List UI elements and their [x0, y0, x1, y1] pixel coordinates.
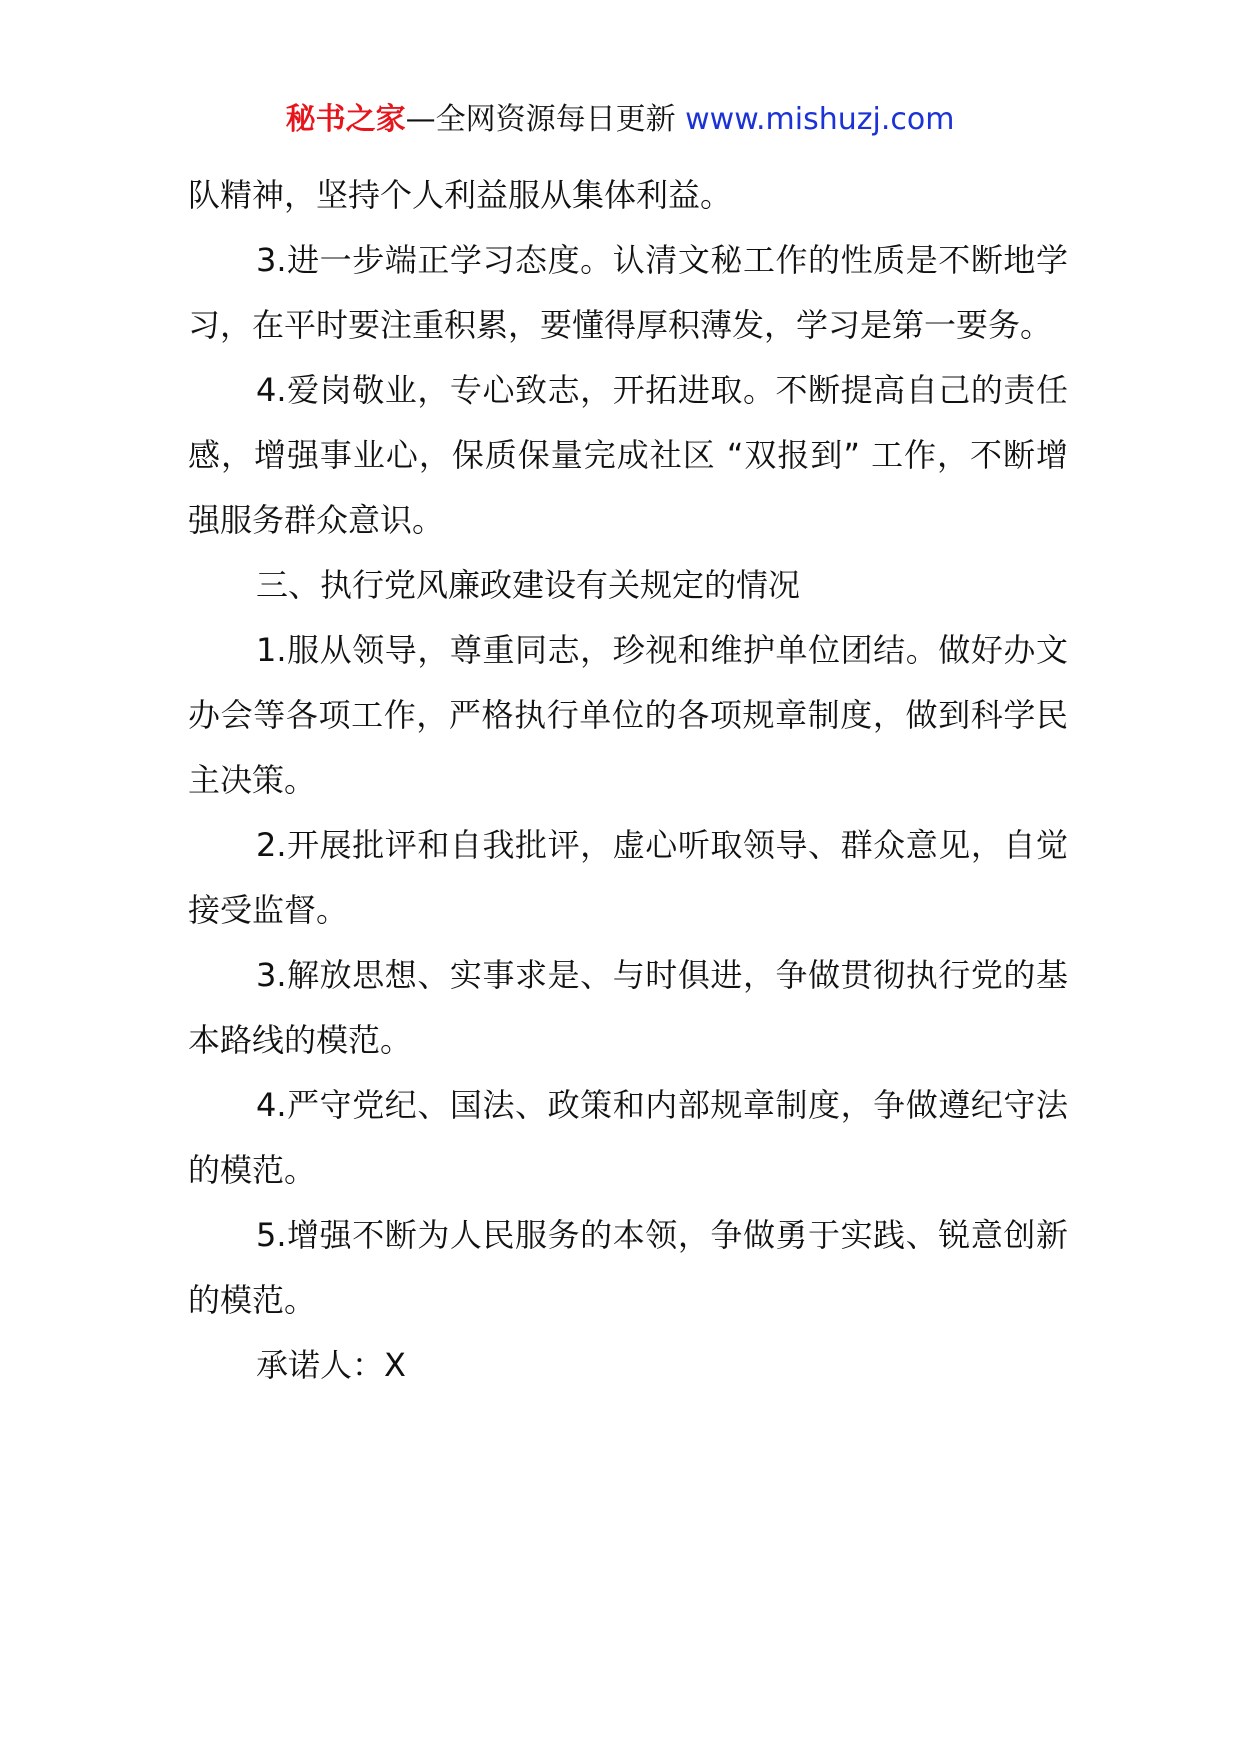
paragraph-item-5-service: 5.增强不断为人民服务的本领，争做勇于实践、锐意创新的模范。	[188, 1216, 1068, 1319]
header-tagline: —全网资源每日更新	[405, 102, 676, 137]
document-body	[188, 163, 1068, 1398]
paragraph-item-1-leadership: 1.服从领导，尊重同志，珍视和维护单位团结。做好办文办会等各项工作，严格执行单位的各项规章制度，做到科学民主决策。	[188, 631, 1068, 799]
page-header	[0, 100, 1240, 140]
paragraph-item-2-criticism: 2.开展批评和自我批评，虚心听取领导、群众意见，自觉接受监督。	[188, 826, 1068, 929]
paragraph-continuation: 队精神，坚持个人利益服从集体利益。	[188, 176, 733, 214]
paragraph-item-3-study: 3.进一步端正学习态度。认清文秘工作的性质是不断地学习，在平时要注重积累，要懂得厚积薄发，学习是第一要务。	[188, 241, 1068, 344]
section-heading-three: 三、执行党风廉政建设有关规定的情况	[256, 566, 801, 604]
paragraph-item-3-thought: 3.解放思想、实事求是、与时俱进，争做贯彻执行党的基本路线的模范。	[188, 956, 1068, 1059]
brand-name: 秘书之家	[285, 102, 406, 137]
site-link[interactable]: www.mishuzj.com	[685, 102, 955, 137]
signature-line: 承诺人：X	[256, 1346, 406, 1384]
paragraph-item-4-discipline: 4.严守党纪、国法、政策和内部规章制度，争做遵纪守法的模范。	[188, 1086, 1068, 1189]
paragraph-item-4-dedication: 4.爱岗敬业，专心致志，开拓进取。不断提高自己的责任感，增强事业心，保质保量完成社区 “双报到” 工作，不断增强服务群众意识。	[188, 371, 1068, 539]
